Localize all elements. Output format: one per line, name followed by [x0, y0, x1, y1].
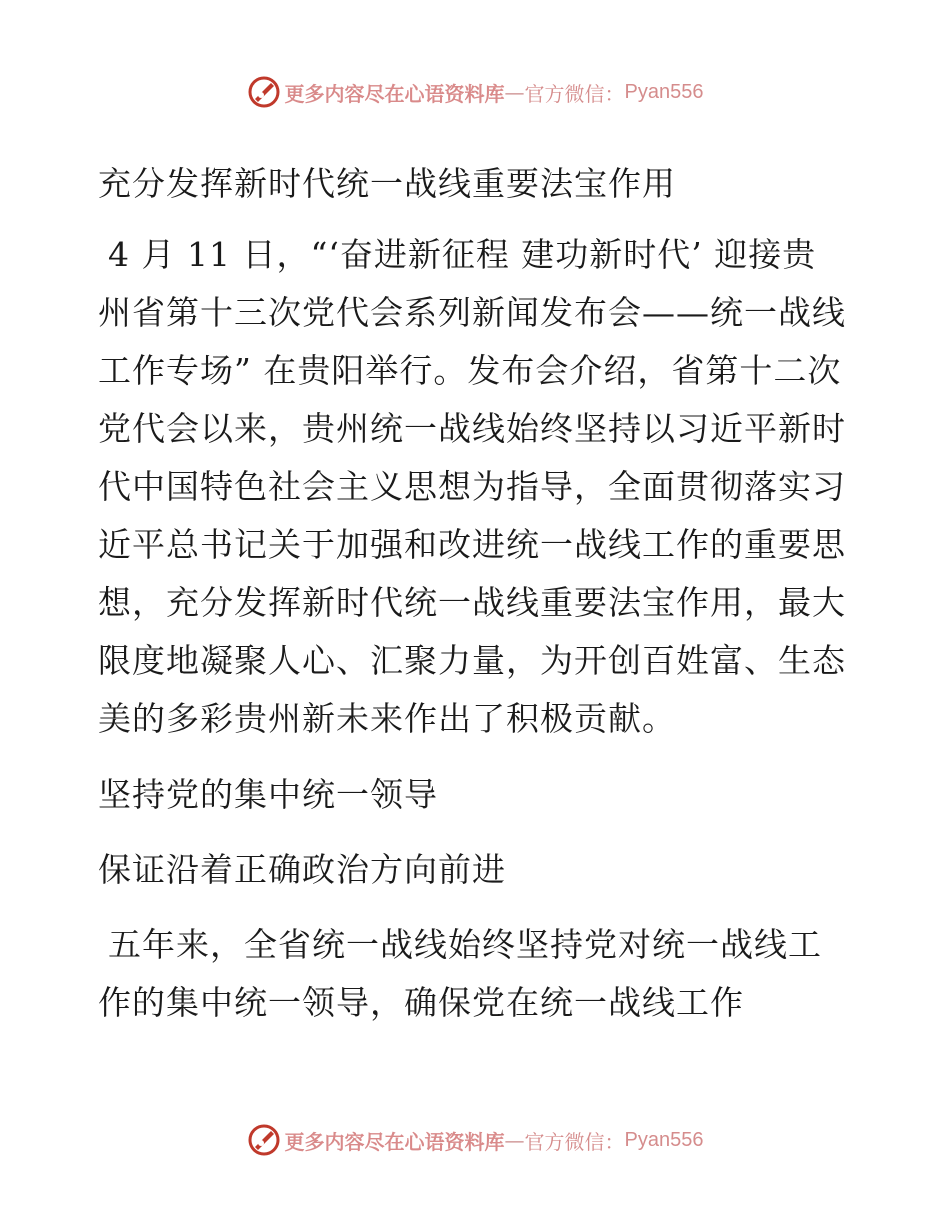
document-title: 充分发挥新时代统一战线重要法宝作用	[98, 164, 676, 203]
header-watermark	[0, 72, 950, 112]
watermark-brand: 更多内容尽在心语资料库	[284, 81, 505, 106]
section-heading-2: 保证沿着正确政治方向前进	[98, 850, 506, 889]
footer-watermark	[0, 1120, 950, 1160]
watermark-brand: 更多内容尽在心语资料库	[284, 1129, 505, 1154]
red-pen-logo-icon	[247, 75, 281, 109]
red-pen-logo-icon	[247, 1123, 281, 1157]
section-heading-1: 坚持党的集中统一领导	[98, 775, 438, 814]
body-paragraph-1	[98, 226, 850, 748]
body-paragraph-2	[98, 916, 850, 1032]
watermark-wechat-id: Pyan556	[624, 1128, 704, 1151]
watermark-contact-label: 官方微信：	[524, 81, 625, 106]
body-paragraph-1-text: 4 月 11 日，“‘奋进新征程 建功新时代’ 迎接贵州省第十三次党代会系列新闻发布会——统一战线工作专场” 在贵阳举行。发布会介绍，省第十二次党代会以来，贵州统一战线始终坚持以习近平新时代中国特色社会主义思想为指导，全面贯彻落实习近平总书记关于加强和改进统一战线工作的重要思想，充分发挥新时代统一战线重要法宝作用，最大限度地凝聚人心、汇聚力量，为开创百姓富、生态美的多彩贵州新未来作出了积极贡献。	[98, 235, 846, 738]
watermark-separator: —	[504, 80, 525, 104]
watermark-wechat-id: Pyan556	[624, 80, 704, 103]
body-paragraph-2-text: 五年来，全省统一战线始终坚持党对统一战线工作的集中统一领导，确保党在统一战线工作	[98, 925, 822, 1022]
watermark-separator: —	[504, 1128, 525, 1152]
watermark-contact-label: 官方微信：	[524, 1129, 625, 1154]
